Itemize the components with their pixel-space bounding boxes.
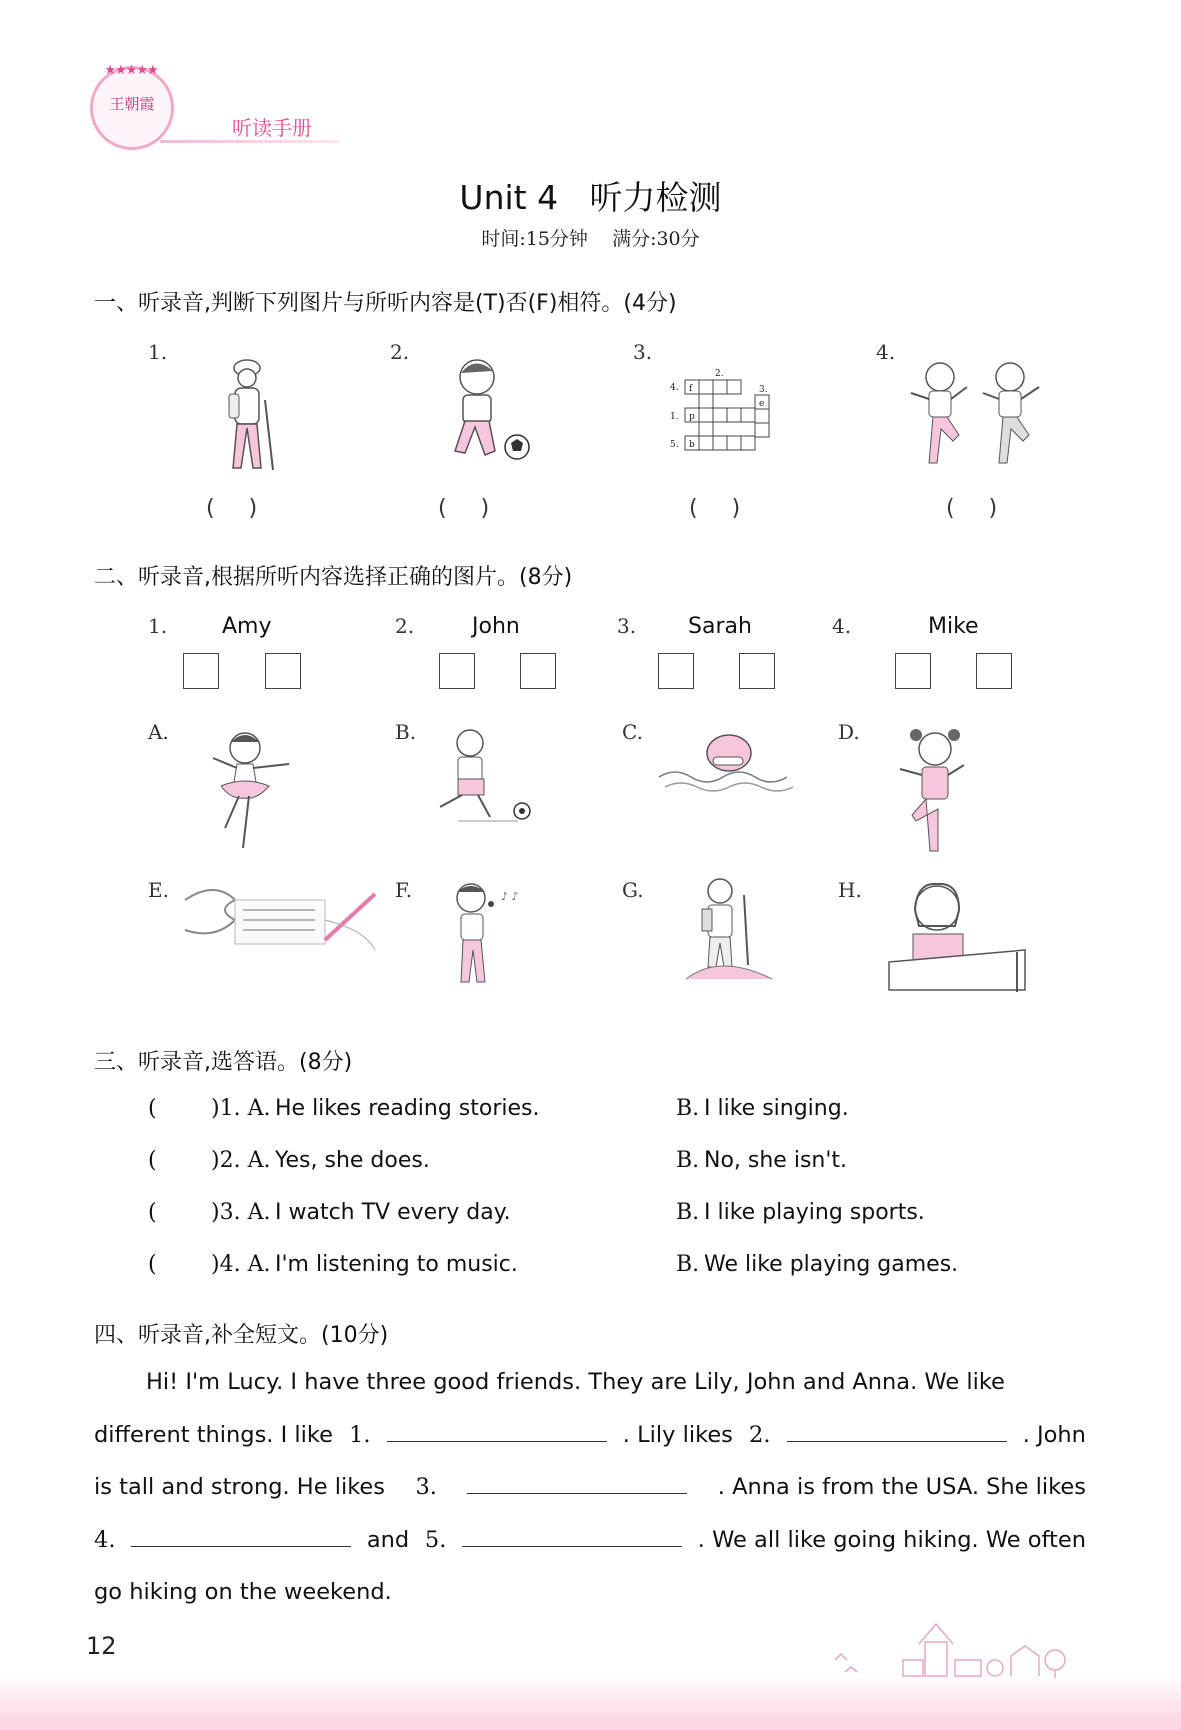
- crossword-icon: [665, 365, 795, 465]
- kungfu-kids-icon: [905, 355, 1055, 470]
- s2-name-mike: Mike: [928, 614, 979, 639]
- calligraphy-icon: [175, 880, 385, 960]
- svg-text:p: p: [689, 412, 695, 422]
- s3-b-label-4: B.: [676, 1252, 700, 1277]
- brand-mark: 王朝霞: [109, 95, 155, 113]
- section4-heading: 四、听录音,补全短文。(10分): [94, 1323, 389, 1348]
- s3-num-4: )4. A.: [211, 1252, 271, 1277]
- passage-line-3: is tall and strong. He likes 3. . Anna is from the USA. She likes: [94, 1461, 1086, 1514]
- svg-text:♪ ♪: ♪ ♪: [501, 890, 519, 903]
- s1-num-4: 4.: [876, 340, 896, 364]
- s1-num-3: 3.: [633, 340, 653, 364]
- section3-heading: 三、听录音,选答语。(8分): [94, 1050, 353, 1075]
- s1-answer-1[interactable]: (): [206, 496, 292, 521]
- s3-paren-3[interactable]: (: [148, 1200, 157, 1225]
- page-title: Unit 4 听力检测: [459, 178, 722, 217]
- time-and-score: 时间:15分钟 满分:30分: [481, 228, 700, 250]
- answer-box[interactable]: [265, 653, 301, 689]
- s1-num-1: 1.: [148, 340, 168, 364]
- publisher-logo: [90, 63, 174, 150]
- answer-box[interactable]: [739, 653, 775, 689]
- s3-num-1: )1. A.: [211, 1096, 271, 1121]
- svg-text:b: b: [689, 440, 695, 450]
- answer-box[interactable]: [658, 653, 694, 689]
- s2-num-1: 1.: [148, 614, 168, 638]
- page-number: 12: [86, 1632, 117, 1660]
- s3-option-b-3: I like playing sports.: [704, 1200, 925, 1225]
- stars-icon: ★★★★★: [104, 63, 158, 78]
- s1-num-2: 2.: [390, 340, 410, 364]
- s3-num-2: )2. A.: [211, 1148, 271, 1173]
- blank-3[interactable]: [467, 1471, 687, 1494]
- soccer-boy-icon: [425, 355, 535, 470]
- hiker-icon: [205, 350, 285, 475]
- singing-girl-icon: [445, 878, 525, 988]
- s3-paren-1[interactable]: (: [148, 1096, 157, 1121]
- svg-text:e: e: [759, 399, 765, 409]
- section1-heading: 一、听录音,判断下列图片与所听内容是(T)否(F)相符。(4分): [94, 291, 677, 316]
- svg-text:2.: 2.: [715, 369, 724, 379]
- s3-option-a-2: Yes, she does.: [275, 1148, 430, 1173]
- answer-box[interactable]: [895, 653, 931, 689]
- pic-letter-a: A.: [148, 720, 169, 744]
- s3-option-a-1: He likes reading stories.: [275, 1096, 540, 1121]
- answer-box[interactable]: [439, 653, 475, 689]
- blank-1[interactable]: [387, 1419, 607, 1442]
- passage-line-4: 4. and 5. . We all like going hiking. We often: [94, 1514, 1086, 1567]
- passage-line-5: go hiking on the weekend.: [94, 1579, 392, 1605]
- answer-box[interactable]: [520, 653, 556, 689]
- pic-letter-c: C.: [622, 720, 643, 744]
- house-scene-icon: [815, 1620, 1075, 1680]
- reading-girl-icon: [885, 880, 1030, 995]
- s2-name-sarah: Sarah: [688, 614, 752, 639]
- pic-letter-d: D.: [838, 720, 860, 744]
- answer-box[interactable]: [183, 653, 219, 689]
- s3-num-3: )3. A.: [211, 1200, 271, 1225]
- s3-b-label-2: B.: [676, 1148, 700, 1173]
- s1-answer-3[interactable]: (): [689, 496, 775, 521]
- s3-option-b-2: No, she isn't.: [704, 1148, 848, 1173]
- s1-answer-2[interactable]: (): [438, 496, 524, 521]
- s3-option-b-1: I like singing.: [704, 1096, 849, 1121]
- swimmer-icon: [655, 725, 800, 805]
- blank-5[interactable]: [462, 1524, 682, 1547]
- kungfu-girl-icon: [890, 725, 980, 860]
- passage: [94, 1356, 1086, 1619]
- s3-b-label-3: B.: [676, 1200, 700, 1225]
- mountain-hiker-icon: [680, 875, 780, 985]
- blank-2[interactable]: [787, 1419, 1007, 1442]
- svg-text:5.: 5.: [670, 440, 679, 450]
- book-label: 听读手册: [232, 116, 312, 140]
- s3-paren-2[interactable]: (: [148, 1148, 157, 1173]
- s3-b-label-1: B.: [676, 1096, 700, 1121]
- soccer-player-icon: [418, 725, 538, 825]
- s3-option-a-3: I watch TV every day.: [275, 1200, 511, 1225]
- svg-text:3.: 3.: [759, 385, 768, 395]
- blank-4[interactable]: [131, 1524, 351, 1547]
- s1-answer-4[interactable]: (): [946, 496, 1032, 521]
- pic-letter-h: H.: [838, 878, 862, 902]
- svg-text:1.: 1.: [670, 412, 679, 422]
- ballet-girl-icon: [185, 728, 300, 853]
- section2-heading: 二、听录音,根据所听内容选择正确的图片。(8分): [94, 565, 573, 590]
- footer-band: [0, 1675, 1181, 1730]
- answer-box[interactable]: [976, 653, 1012, 689]
- pic-letter-b: B.: [395, 720, 417, 744]
- s3-option-a-4: I'm listening to music.: [275, 1252, 518, 1277]
- s2-num-4: 4.: [832, 614, 852, 638]
- s3-paren-4[interactable]: (: [148, 1252, 157, 1277]
- pic-letter-e: E.: [148, 878, 169, 902]
- passage-line-1: Hi! I'm Lucy. I have three good friends. They are Lily, John and Anna. We like: [146, 1369, 1005, 1395]
- s3-option-b-4: We like playing games.: [704, 1252, 959, 1277]
- pic-letter-f: F.: [395, 878, 413, 902]
- passage-line-2: different things. I like 1. . Lily likes 2. . John: [94, 1409, 1086, 1462]
- svg-text:4.: 4.: [670, 383, 679, 393]
- s2-name-john: John: [472, 614, 520, 639]
- pic-letter-g: G.: [622, 878, 644, 902]
- s2-num-2: 2.: [395, 614, 415, 638]
- svg-text:f: f: [689, 384, 693, 394]
- s2-name-amy: Amy: [222, 614, 272, 639]
- s2-num-3: 3.: [617, 614, 637, 638]
